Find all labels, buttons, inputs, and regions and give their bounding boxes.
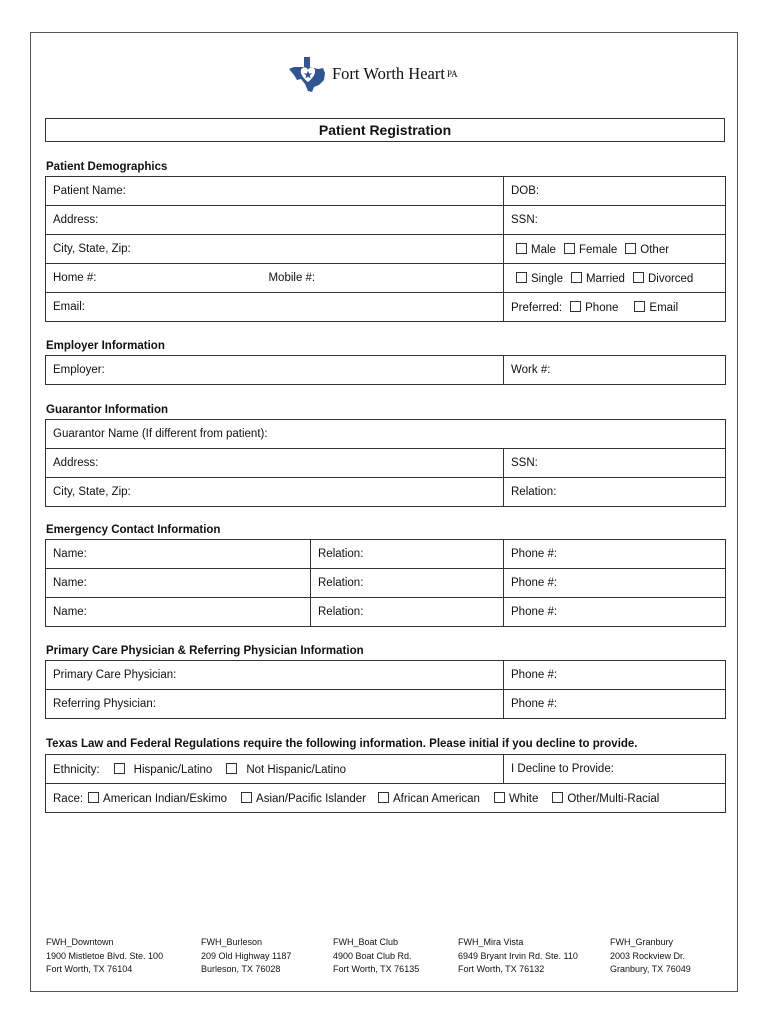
other-race-checkbox[interactable] [552, 792, 563, 803]
location-street: 209 Old Highway 1187 [201, 950, 292, 961]
physician-table [45, 660, 726, 719]
phone-numbers-field[interactable] [46, 264, 504, 293]
email-field[interactable]: Email: [46, 293, 504, 322]
preferred-email-checkbox[interactable] [634, 301, 645, 312]
married-checkbox[interactable] [571, 272, 582, 283]
white-checkbox[interactable] [494, 792, 505, 803]
location-name: FWH_Burleson [201, 937, 263, 947]
primary-physician-field[interactable]: Primary Care Physician: [46, 661, 504, 690]
location-street: 1900 Mistletoe Blvd. Ste. 100 [46, 950, 164, 961]
guarantor-relation-field[interactable]: Relation: [504, 478, 726, 507]
american-indian-checkbox[interactable] [88, 792, 99, 803]
employer-table [45, 355, 726, 385]
other-race-label: Other/Multi-Racial [567, 792, 660, 805]
white-label: White [508, 792, 539, 805]
single-label: Single [531, 272, 563, 285]
not-hispanic-checkbox[interactable] [226, 763, 237, 774]
location-name: FWH_Mira Vista [458, 937, 524, 947]
demographics-heading: Patient Demographics [46, 161, 168, 173]
race-label: Race: [53, 792, 84, 805]
location-city: Granbury, TX 76049 [610, 964, 691, 974]
emergency-table [45, 539, 726, 627]
employer-field[interactable]: Employer: [46, 356, 504, 385]
american-indian-label: American Indian/Eskimo [103, 792, 228, 805]
location-name: FWH_Granbury [610, 937, 674, 947]
logo-suffix: PA [446, 69, 458, 79]
footer-location [333, 936, 419, 977]
employer-heading: Employer Information [46, 340, 165, 352]
location-street: 2003 Rockview Dr. [610, 950, 686, 961]
sex-options [504, 235, 726, 264]
emergency-phone-field[interactable]: Phone #: [504, 598, 726, 627]
address-field[interactable]: Address: [46, 206, 504, 235]
hispanic-checkbox[interactable] [114, 763, 125, 774]
preferred-email-label: Email [649, 301, 679, 314]
guarantor-city-field[interactable]: City, State, Zip: [46, 478, 504, 507]
male-label: Male [531, 243, 556, 256]
not-hispanic-label: Not Hispanic/Latino [246, 763, 347, 776]
asian-checkbox[interactable] [241, 792, 252, 803]
logo [288, 54, 458, 94]
preferred-phone-checkbox[interactable] [570, 301, 581, 312]
guarantor-table [45, 419, 726, 507]
referring-physician-phone-field[interactable]: Phone #: [504, 690, 726, 719]
emergency-name-field[interactable]: Name: [46, 540, 311, 569]
female-checkbox[interactable] [564, 243, 575, 254]
texas-heart-logo-icon [288, 55, 328, 93]
referring-physician-field[interactable]: Referring Physician: [46, 690, 504, 719]
logo-name: Fort Worth Heart [332, 64, 445, 83]
divorced-label: Divorced [647, 272, 694, 285]
divorced-checkbox[interactable] [633, 272, 644, 283]
texas-law-heading: Texas Law and Federal Regulations require the following information. Please initial if you decline to provide. [46, 738, 638, 750]
emergency-relation-field[interactable]: Relation: [311, 598, 504, 627]
ethnicity-label: Ethnicity: [53, 763, 100, 776]
footer-location [201, 936, 291, 977]
asian-label: Asian/Pacific Islander [256, 792, 366, 805]
mobile-phone-label: Mobile #: [268, 272, 316, 284]
marital-options [504, 264, 726, 293]
footer-location [610, 936, 691, 977]
african-american-label: African American [393, 792, 480, 805]
emergency-phone-field[interactable]: Phone #: [504, 569, 726, 598]
demographics-table [45, 176, 726, 322]
african-american-checkbox[interactable] [378, 792, 389, 803]
location-city: Burleson, TX 76028 [201, 964, 281, 974]
preferred-label: Preferred: [511, 301, 563, 314]
guarantor-address-field[interactable]: Address: [46, 449, 504, 478]
female-label: Female [578, 243, 618, 256]
married-label: Married [585, 272, 625, 285]
patient-name-field[interactable]: Patient Name: [46, 177, 504, 206]
dob-field[interactable]: DOB: [504, 177, 726, 206]
ssn-field[interactable]: SSN: [504, 206, 726, 235]
preferred-phone-label: Phone [585, 301, 619, 314]
location-street: 4900 Boat Club Rd. [333, 950, 412, 961]
location-city: Fort Worth, TX 76135 [333, 964, 420, 974]
single-checkbox[interactable] [516, 272, 527, 283]
location-city: Fort Worth, TX 76132 [458, 964, 545, 974]
other-label: Other [640, 243, 670, 256]
physician-heading: Primary Care Physician & Referring Physician Information [46, 645, 364, 657]
preferred-contact-options [504, 293, 726, 322]
male-checkbox[interactable] [516, 243, 527, 254]
race-options [46, 784, 726, 813]
location-city: Fort Worth, TX 76104 [46, 964, 133, 974]
location-name: FWH_Boat Club [333, 937, 399, 947]
guarantor-name-field[interactable]: Guarantor Name (If different from patient): [46, 420, 726, 449]
hispanic-label: Hispanic/Latino [133, 763, 213, 776]
emergency-relation-field[interactable]: Relation: [311, 569, 504, 598]
footer-location [46, 936, 163, 977]
city-state-zip-field[interactable]: City, State, Zip: [46, 235, 504, 264]
location-name: FWH_Downtown [46, 937, 114, 947]
work-phone-field[interactable]: Work #: [504, 356, 726, 385]
emergency-relation-field[interactable]: Relation: [311, 540, 504, 569]
emergency-name-field[interactable]: Name: [46, 598, 311, 627]
other-checkbox[interactable] [625, 243, 636, 254]
emergency-heading: Emergency Contact Information [46, 524, 221, 536]
emergency-name-field[interactable]: Name: [46, 569, 311, 598]
home-phone-label: Home #: [53, 272, 97, 284]
texas-table [45, 754, 726, 813]
decline-field[interactable]: I Decline to Provide: [504, 755, 726, 784]
location-street: 6949 Bryant Irvin Rd. Ste. 110 [458, 950, 578, 961]
ethnicity-options [46, 755, 504, 784]
footer-location [458, 936, 578, 977]
guarantor-ssn-field[interactable]: SSN: [504, 449, 726, 478]
guarantor-heading: Guarantor Information [46, 404, 169, 416]
emergency-phone-field[interactable]: Phone #: [504, 540, 726, 569]
primary-physician-phone-field[interactable]: Phone #: [504, 661, 726, 690]
form-title: Patient Registration [45, 118, 725, 142]
